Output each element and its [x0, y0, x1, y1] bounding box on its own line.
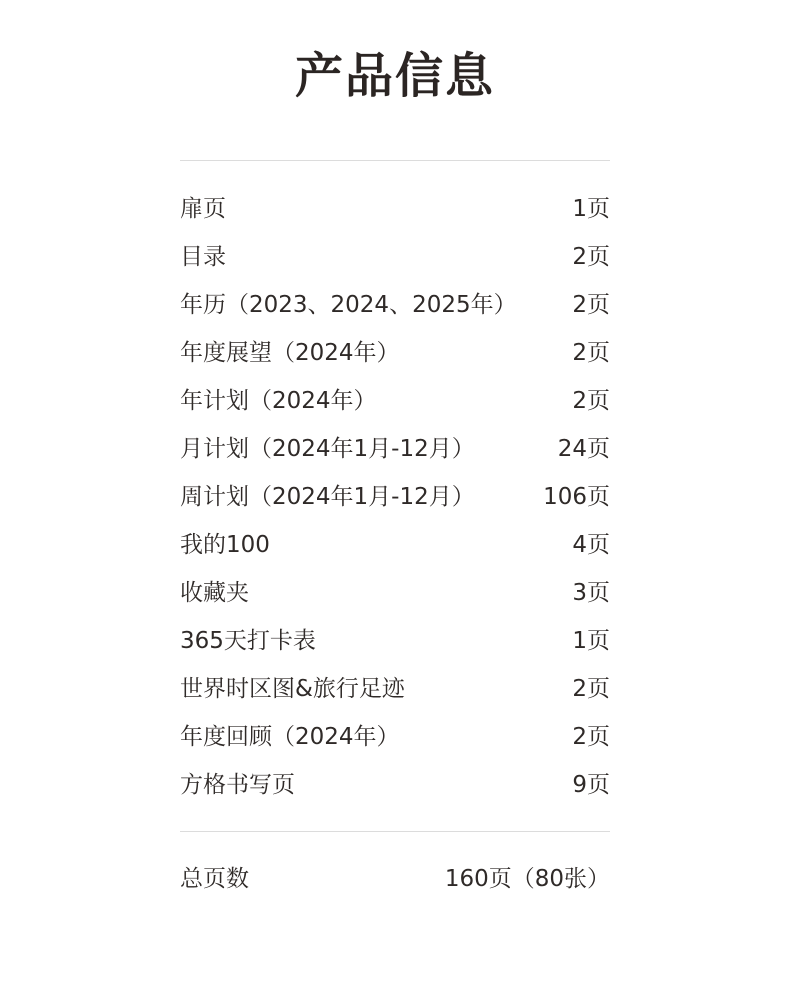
item-page-count: 2页	[572, 388, 610, 414]
item-page-count: 4页	[572, 532, 610, 558]
item-page-count: 1页	[572, 628, 610, 654]
list-item	[180, 569, 610, 617]
item-label: 年度展望（2024年）	[180, 340, 400, 366]
item-label: 365天打卡表	[180, 628, 316, 654]
list-item	[180, 761, 610, 809]
item-label: 周计划（2024年1月-12月）	[180, 484, 475, 510]
item-label: 目录	[180, 244, 226, 270]
list-item	[180, 713, 610, 761]
list-item	[180, 425, 610, 473]
list-item	[180, 473, 610, 521]
item-label: 年度回顾（2024年）	[180, 724, 400, 750]
list-item	[180, 281, 610, 329]
list-item	[180, 233, 610, 281]
item-label: 扉页	[180, 196, 226, 222]
item-label: 年计划（2024年）	[180, 388, 377, 414]
item-page-count: 2页	[572, 676, 610, 702]
item-page-count: 9页	[572, 772, 610, 798]
list-item	[180, 377, 610, 425]
item-page-count: 2页	[572, 244, 610, 270]
page-title: 产品信息	[294, 48, 495, 104]
item-label: 月计划（2024年1月-12月）	[180, 436, 475, 462]
list-item	[180, 329, 610, 377]
item-page-count: 106页	[543, 484, 610, 510]
item-page-count: 3页	[572, 580, 610, 606]
item-page-count: 2页	[572, 724, 610, 750]
list-item	[180, 521, 610, 569]
bottom-divider	[180, 831, 610, 832]
total-pages-row	[180, 855, 610, 903]
item-label: 世界时区图&旅行足迹	[180, 676, 405, 702]
list-item	[180, 185, 610, 233]
item-label: 方格书写页	[180, 772, 295, 798]
list-item	[180, 617, 610, 665]
product-contents-list	[180, 185, 610, 809]
item-page-count: 2页	[572, 340, 610, 366]
total-label: 总页数	[180, 866, 249, 892]
top-divider	[180, 160, 610, 161]
item-page-count: 1页	[572, 196, 610, 222]
item-label: 我的100	[180, 532, 270, 558]
item-page-count: 24页	[557, 436, 610, 462]
list-item	[180, 665, 610, 713]
item-page-count: 2页	[572, 292, 610, 318]
total-value: 160页（80张）	[444, 866, 610, 892]
item-label: 收藏夹	[180, 580, 249, 606]
item-label: 年历（2023、2024、2025年）	[180, 292, 517, 318]
